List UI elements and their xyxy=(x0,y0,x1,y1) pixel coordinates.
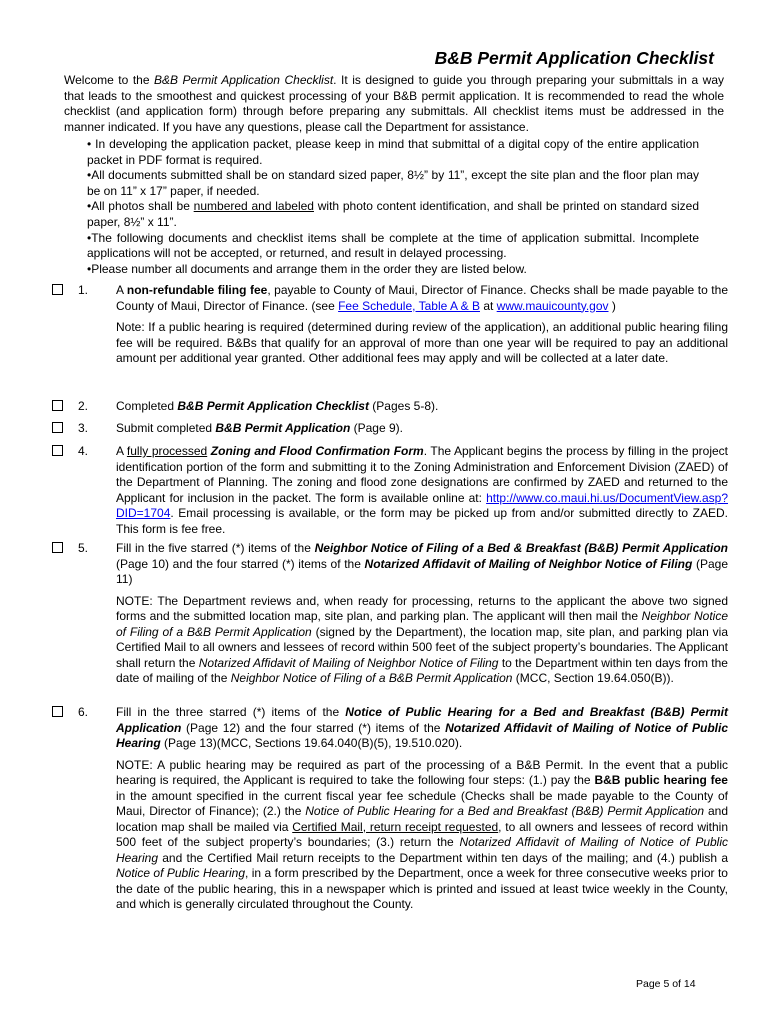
item-number: 5. xyxy=(78,541,89,555)
note-text: NOTE: The Department reviews and, when ready for processing, returns to the applicant the above two signed forms and the submitted location map, site plan, and parking plan. The applicant will then mail the xyxy=(116,593,728,623)
item-text: (Page 11) xyxy=(116,556,728,586)
checkbox-item-5[interactable] xyxy=(52,542,63,553)
item-text: A xyxy=(116,283,127,297)
item-number: 2. xyxy=(78,399,89,413)
item-number: 1. xyxy=(78,283,89,297)
note-italic: Neighbor Notice of Filing of a B&B Permit Application xyxy=(116,609,728,639)
note-italic: Neighbor Notice of Filing of a B&B Permit Application xyxy=(230,671,513,685)
note-text: NOTE: A public hearing may be required as part of the processing of a B&B Permit. In the event that a public hearing is required, the Applicant is required to take the following four steps: (1.) pay the xyxy=(116,757,728,787)
item-bold-italic: Notice of Public Hearing for a Bed and Breakfast (B&B) Permit Application xyxy=(116,705,729,735)
item-note xyxy=(116,594,728,687)
note-italic: Notice of Public Hearing xyxy=(116,866,245,880)
item-text: (Page 9). xyxy=(350,421,403,435)
note-text: in the amount specified in the current fiscal year fee schedule (Checks shall be made payable to the County of Maui, Director of Finance); (2.) the xyxy=(116,788,728,818)
item-text: at xyxy=(479,298,497,313)
checklist-item-4 xyxy=(116,444,728,537)
item-bold-italic: B&B Permit Application Checklist xyxy=(177,399,369,413)
bullet-item: •Please number all documents and arrange them in the order they are listed below. xyxy=(87,261,527,276)
checklist-item-1 xyxy=(116,283,728,367)
bullet-item: •All documents submitted shall be on standard sized paper, 8½” by 11”, except the site plan and the floor plan may be on 11” x 17” paper, if needed. xyxy=(87,168,699,198)
intro-text: Welcome to the xyxy=(64,73,155,87)
item-text: . The Applicant begins the process by filling in the project identification portion of the form and submitting it to the Zoning Administration and Enforcement Division (ZAED) of the Department of Planning. The zoning and flood zone designations are confirmed by ZAED and returned to the Applicant for inclusion in the packet. The form is available online at: xyxy=(116,444,728,505)
note-text: and the Certified Mail return receipts to the Department within ten days of the mailing; and (4.) publish a xyxy=(158,850,728,865)
bullet-underlined: numbered and labeled xyxy=(193,199,314,214)
fee-schedule-link[interactable]: Fee Schedule, Table A & B xyxy=(338,298,480,313)
bullet-item: • In developing the application packet, please keep in mind that submittal of a digital copy of the entire application packet in PDF format is required. xyxy=(87,137,699,167)
item-bold-italic: Notarized Affidavit of Mailing of Notice of Public Hearing xyxy=(116,720,728,750)
intro-checklist-name: B&B Permit Application Checklist xyxy=(154,73,334,87)
note-text: and location map shall be mailed via xyxy=(116,804,728,834)
item-number: 6. xyxy=(78,705,89,719)
item-text: (Pages 5-8). xyxy=(368,399,439,413)
item-note xyxy=(116,758,728,913)
note-text: to the Department within ten days from the date of mailing of the xyxy=(116,655,728,685)
checkbox-item-3[interactable] xyxy=(52,422,63,433)
bullet-list xyxy=(87,137,699,277)
bullet-item: •The following documents and checklist items shall be complete at the time of application submittal. Incomplete applications will not be accepted, or returned, and result in delayed processing. xyxy=(87,230,699,261)
page-number: Page 5 of 14 xyxy=(636,978,696,990)
intro-paragraph xyxy=(64,73,724,135)
checkbox-item-6[interactable] xyxy=(52,706,63,717)
note-text: , to all owners and lessees of record within 500 feet of the subject property’s boundaries; (3.) return the xyxy=(116,819,728,849)
item-number: 4. xyxy=(78,444,89,458)
item-text: Fill in the five starred (*) items of the xyxy=(116,541,315,555)
checkbox-item-1[interactable] xyxy=(52,284,63,295)
item-text: Fill in the three starred (*) items of the xyxy=(116,705,346,719)
checklist-item-3 xyxy=(116,421,728,437)
page-title: B&B Permit Application Checklist xyxy=(434,48,714,68)
item-text: Submit completed xyxy=(116,421,216,435)
checklist-item-2 xyxy=(116,399,728,415)
note-italic: Notarized Affidavit of Mailing of Notice of Public Hearing xyxy=(116,835,728,865)
item-bold-italic: B&B Permit Application xyxy=(215,421,351,435)
item-bold-italic: Notarized Affidavit of Mailing of Neighbor Notice of Filing xyxy=(364,556,693,571)
bullet-text: with photo content identification, and shall be printed on standard sized paper, 8½” x 11”. xyxy=(87,199,699,229)
note-underlined: Certified Mail, return receipt requested xyxy=(292,819,499,834)
note-text: (MCC, Section 19.64.050(B)). xyxy=(512,671,674,685)
mauicounty-link[interactable]: www.mauicounty.gov xyxy=(496,298,609,313)
item-text: (Page 10) and the four starred (*) items of the xyxy=(116,556,365,571)
checkbox-item-4[interactable] xyxy=(52,445,63,456)
item-note: Note: If a public hearing is required (determined during review of the application), an additional public hearing filing fee will be required. B&Bs that qualify for an approval of more than one year will be required to pay an additional amount per additional year granted. Other additional fees may apply and will be collected at a later date. xyxy=(116,320,728,365)
item-bold: non-refundable filing fee xyxy=(126,283,268,297)
intro-text-rest: . It is designed to guide you through preparing your submittals in a way that leads to the smoothest and quickest processing of your B&B permit application. It is recommended to read the whole checklist (and application form) through before preparing any submittals. All checklist items must be addressed in the manner indicated. If you have any questions, please call the Department for assistance. xyxy=(64,73,724,134)
item-text: (Page 12) and the four starred (*) items of the xyxy=(181,720,446,735)
note-bold: B&B public hearing fee xyxy=(594,773,728,787)
bullet-text: •All photos shall be xyxy=(87,199,194,214)
item-text: Completed xyxy=(116,399,178,413)
note-italic: Notarized Affidavit of Mailing of Neighbor Notice of Filing xyxy=(198,655,499,670)
item-text: . Email processing is available, or the form may be picked up from and/or submitted directly to ZAED. This form is fee free. xyxy=(116,506,728,536)
checklist-item-6 xyxy=(116,705,728,913)
note-italic: Notice of Public Hearing for a Bed and Breakfast (B&B) Permit Application xyxy=(305,804,705,818)
note-text: , in a form prescribed by the Department, once a week for three consecutive weeks prior to the date of the public hearing, this in a newspaper which is printed and issued at least twice weekly in the County, and which is generally circulated throughout the County. xyxy=(116,866,728,911)
checkbox-item-2[interactable] xyxy=(52,400,63,411)
checklist-item-5 xyxy=(116,541,728,687)
bullet-item xyxy=(87,199,699,230)
item-bold-italic: Zoning and Flood Confirmation Form xyxy=(210,444,424,458)
item-text: A xyxy=(116,444,127,458)
item-underlined: fully processed xyxy=(126,444,208,458)
item-text: , payable to County of Maui, Director of Finance. Checks shall be made payable to the County of Maui, Director of Finance. (see xyxy=(116,283,728,313)
item-text: ) xyxy=(608,298,616,313)
note-text: (signed by the Department), the location map, site plan, and parking plan via Certified Mail to all owners and lessees of record within 500 feet of the subject property’s boundaries. The Applicant shall return the xyxy=(116,624,728,670)
zoning-form-link[interactable]: http://www.co.maui.hi.us/DocumentView.asp?DID=1704 xyxy=(116,490,728,520)
item-number: 3. xyxy=(78,421,89,435)
item-bold-italic: Neighbor Notice of Filing of a Bed & Breakfast (B&B) Permit Application xyxy=(314,541,729,555)
item-text: (Page 13)(MCC, Sections 19.64.040(B)(5), 19.510.020). xyxy=(160,736,463,750)
